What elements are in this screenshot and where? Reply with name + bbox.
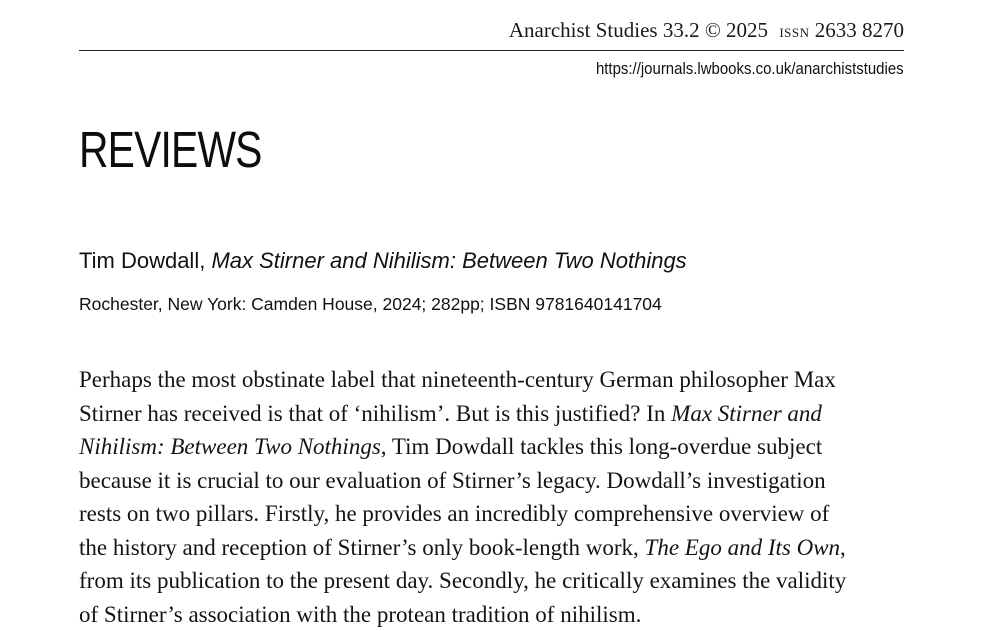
journal-name: Anarchist Studies 33.2 © 2025 bbox=[509, 18, 768, 42]
publication-details: Rochester, New York: Camden House, 2024; 282pp; ISBN 9781640141704 bbox=[79, 294, 662, 315]
body-line: of Stirner’s association with the protean tradition of nihilism. bbox=[79, 598, 909, 631]
body-text-segment: Stirner has received is that of ‘nihilism’. But is this justified? In bbox=[79, 401, 665, 426]
issn-label: issn bbox=[779, 21, 809, 41]
body-text-segment: , Tim Dowdall tackles this long-overdue subject bbox=[381, 434, 822, 459]
issn-number: 2633 8270 bbox=[815, 18, 904, 42]
body-text-segment: , bbox=[840, 535, 846, 560]
book-title-inline: Max Stirner and bbox=[671, 401, 822, 426]
body-line: from its publication to the present day. Secondly, he critically examines the validity bbox=[79, 564, 909, 598]
section-title: REVIEWS bbox=[79, 120, 262, 179]
journal-url[interactable]: https://journals.lwbooks.co.uk/anarchiststudies bbox=[596, 59, 904, 79]
book-title-inline: Nihilism: Between Two Nothings bbox=[79, 434, 381, 459]
body-text-segment: the history and reception of Stirner’s only book-length work, bbox=[79, 535, 639, 560]
body-line: Perhaps the most obstinate label that nineteenth-century German philosopher Max bbox=[79, 363, 909, 397]
review-author: Tim Dowdall, bbox=[79, 248, 205, 273]
body-line bbox=[79, 397, 909, 431]
review-heading bbox=[79, 248, 687, 274]
book-title: Max Stirner and Nihilism: Between Two Nothings bbox=[211, 248, 686, 273]
work-title-inline: The Ego and Its Own bbox=[645, 535, 841, 560]
body-line bbox=[79, 531, 909, 565]
header-rule bbox=[79, 50, 904, 51]
review-body bbox=[79, 363, 909, 631]
body-line bbox=[79, 430, 909, 464]
journal-citation bbox=[509, 18, 904, 43]
body-line: because it is crucial to our evaluation of Stirner’s legacy. Dowdall’s investigation bbox=[79, 464, 909, 498]
body-line: rests on two pillars. Firstly, he provides an incredibly comprehensive overview of bbox=[79, 497, 909, 531]
